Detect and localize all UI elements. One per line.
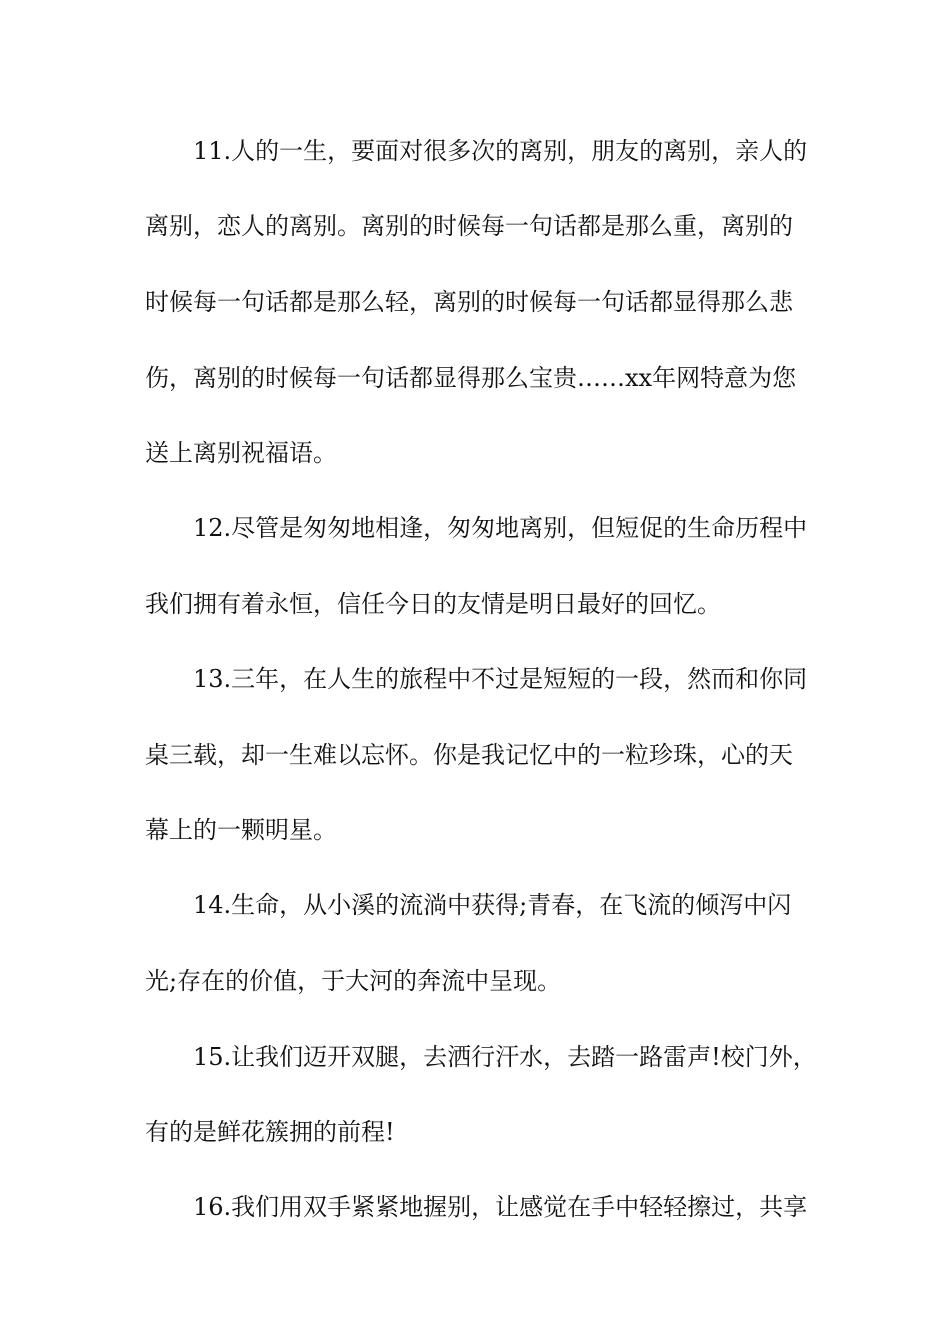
paragraph-11-line-5: 送上离别祝福语。 [145,439,337,467]
paragraph-11-line-2: 离别，恋人的离别。离别的时候每一句话都是那么重，离别的 [145,212,793,240]
paragraph-11-line-4: 伤，离别的时候每一句话都显得那么宝贵……xx年网特意为您 [145,364,797,392]
paragraph-13-line-1: 13.三年，在人生的旅程中不过是短短的一段，然而和你同 [193,665,808,693]
paragraph-11-line-1: 11.人的一生，要面对很多次的离别，朋友的离别，亲人的 [193,137,808,165]
paragraph-12-line-1: 12.尽管是匆匆地相逢，匆匆地离别，但短促的生命历程中 [193,514,808,542]
paragraph-13-line-2: 桌三载，却一生难以忘怀。你是我记忆中的一粒珍珠，心的天 [145,741,793,769]
paragraph-13-line-3: 幕上的一颗明星。 [145,816,337,844]
paragraph-16-line-1: 16.我们用双手紧紧地握别，让感觉在手中轻轻擦过，共享 [193,1193,808,1221]
paragraph-15-line-1: 15.让我们迈开双腿，去洒行汗水，去踏一路雷声!校门外， [193,1043,817,1071]
paragraph-11-line-3: 时候每一句话都是那么轻，离别的时候每一句话都显得那么悲 [145,288,793,316]
paragraph-14-line-1: 14.生命，从小溪的流淌中获得;青春，在飞流的倾泻中闪 [193,891,792,919]
paragraph-15-line-2: 有的是鲜花簇拥的前程! [145,1118,395,1146]
paragraph-14-line-2: 光;存在的价值，于大河的奔流中呈现。 [145,967,562,995]
paragraph-12-line-2: 我们拥有着永恒，信任今日的友情是明日最好的回忆。 [145,590,721,618]
